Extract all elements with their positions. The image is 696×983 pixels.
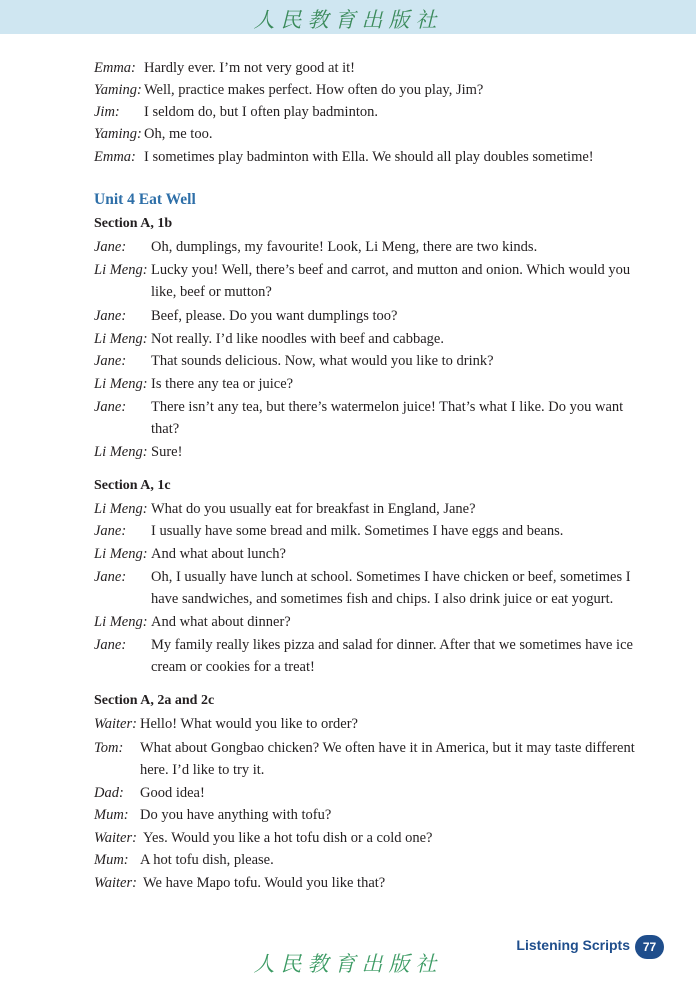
dialogue-text: Lucky you! Well, there’s beef and carrot, and mutton and onion. Which would you — [151, 262, 631, 278]
dialogue-text: What do you usually eat for breakfast in England, Jane? — [151, 501, 476, 517]
speaker-label: Li Meng: — [94, 501, 148, 517]
speaker-label: Yaming: — [94, 82, 142, 98]
speaker-label: Yaming: — [94, 126, 142, 142]
dialogue-text: have sandwiches, and sometimes fish and chips. I also drink juice or eat yogurt. — [151, 591, 614, 607]
dialogue-text: I seldom do, but I often play badminton. — [144, 104, 378, 120]
dialogue-text: What about Gongbao chicken? We often have it in America, but it may taste different — [140, 740, 635, 756]
speaker-label: Li Meng: — [94, 444, 148, 460]
speaker-label: Li Meng: — [94, 262, 148, 278]
dialogue-text: cream or cookies for a treat! — [151, 659, 315, 675]
unit-title: Unit 4 Eat Well — [94, 191, 196, 208]
dialogue-text: like, beef or mutton? — [151, 284, 272, 300]
section-title: Section A, 1c — [94, 478, 171, 493]
speaker-label: Waiter: — [94, 875, 137, 891]
dialogue-text: Sure! — [151, 444, 183, 460]
speaker-label: Jane: — [94, 569, 127, 585]
speaker-label: Li Meng: — [94, 376, 148, 392]
speaker-label: Tom: — [94, 740, 124, 756]
speaker-label: Jane: — [94, 308, 127, 324]
dialogue-text: Oh, me too. — [144, 126, 213, 142]
speaker-label: Emma: — [94, 60, 136, 76]
dialogue-text: We have Mapo tofu. Would you like that? — [143, 875, 386, 891]
speaker-label: Jane: — [94, 353, 127, 369]
dialogue-text: I usually have some bread and milk. Sometimes I have eggs and beans. — [151, 523, 564, 539]
dialogue-text: I sometimes play badminton with Ella. We should all play doubles sometime! — [144, 149, 594, 165]
dialogue-text: Oh, I usually have lunch at school. Sometimes I have chicken or beef, sometimes I — [151, 569, 631, 585]
speaker-label: Jane: — [94, 239, 127, 255]
speaker-label: Emma: — [94, 149, 136, 165]
section-title: Section A, 1b — [94, 216, 173, 231]
dialogue-text: Hardly ever. I’m not very good at it! — [144, 60, 355, 76]
dialogue-text: Good idea! — [140, 785, 205, 801]
dialogue-text: Do you have anything with tofu? — [140, 807, 332, 823]
dialogue-text: here. I’d like to try it. — [140, 762, 265, 778]
section-title: Section A, 2a and 2c — [94, 693, 215, 708]
speaker-label: Li Meng: — [94, 331, 148, 347]
speaker-label: Jane: — [94, 399, 127, 415]
dialogue-text: My family really likes pizza and salad for dinner. After that we sometimes have ice — [151, 637, 633, 653]
speaker-label: Jim: — [94, 104, 120, 120]
dialogue-text: Yes. Would you like a hot tofu dish or a cold one? — [143, 830, 433, 846]
speaker-label: Waiter: — [94, 830, 137, 846]
speaker-label: Mum: — [94, 852, 129, 868]
publisher-logo: 人民教育出版社 — [253, 8, 443, 32]
speaker-label: Li Meng: — [94, 546, 148, 562]
footer-section-label: Listening Scripts — [516, 937, 630, 953]
dialogue-text: And what about lunch? — [151, 546, 286, 562]
page-number-badge: 77 — [635, 935, 664, 959]
dialogue-text: Beef, please. Do you want dumplings too? — [151, 308, 398, 324]
dialogue-text: A hot tofu dish, please. — [140, 852, 274, 868]
publisher-logo-footer: 人民教育出版社 — [253, 952, 443, 976]
dialogue-text: Is there any tea or juice? — [151, 376, 294, 392]
speaker-label: Jane: — [94, 523, 127, 539]
dialogue-text: That sounds delicious. Now, what would you like to drink? — [151, 353, 494, 369]
speaker-label: Jane: — [94, 637, 127, 653]
dialogue-text: Hello! What would you like to order? — [140, 716, 358, 732]
dialogue-text: Well, practice makes perfect. How often do you play, Jim? — [144, 82, 484, 98]
speaker-label: Mum: — [94, 807, 129, 823]
speaker-label: Waiter: — [94, 716, 137, 732]
speaker-label: Li Meng: — [94, 614, 148, 630]
dialogue-text: that? — [151, 421, 180, 437]
dialogue-text: There isn’t any tea, but there’s watermelon juice! That’s what I like. Do you want — [151, 399, 624, 415]
dialogue-text: And what about dinner? — [151, 614, 291, 630]
dialogue-text: Not really. I’d like noodles with beef and cabbage. — [151, 331, 444, 347]
dialogue-text: Oh, dumplings, my favourite! Look, Li Meng, there are two kinds. — [151, 239, 538, 255]
speaker-label: Dad: — [94, 785, 124, 801]
